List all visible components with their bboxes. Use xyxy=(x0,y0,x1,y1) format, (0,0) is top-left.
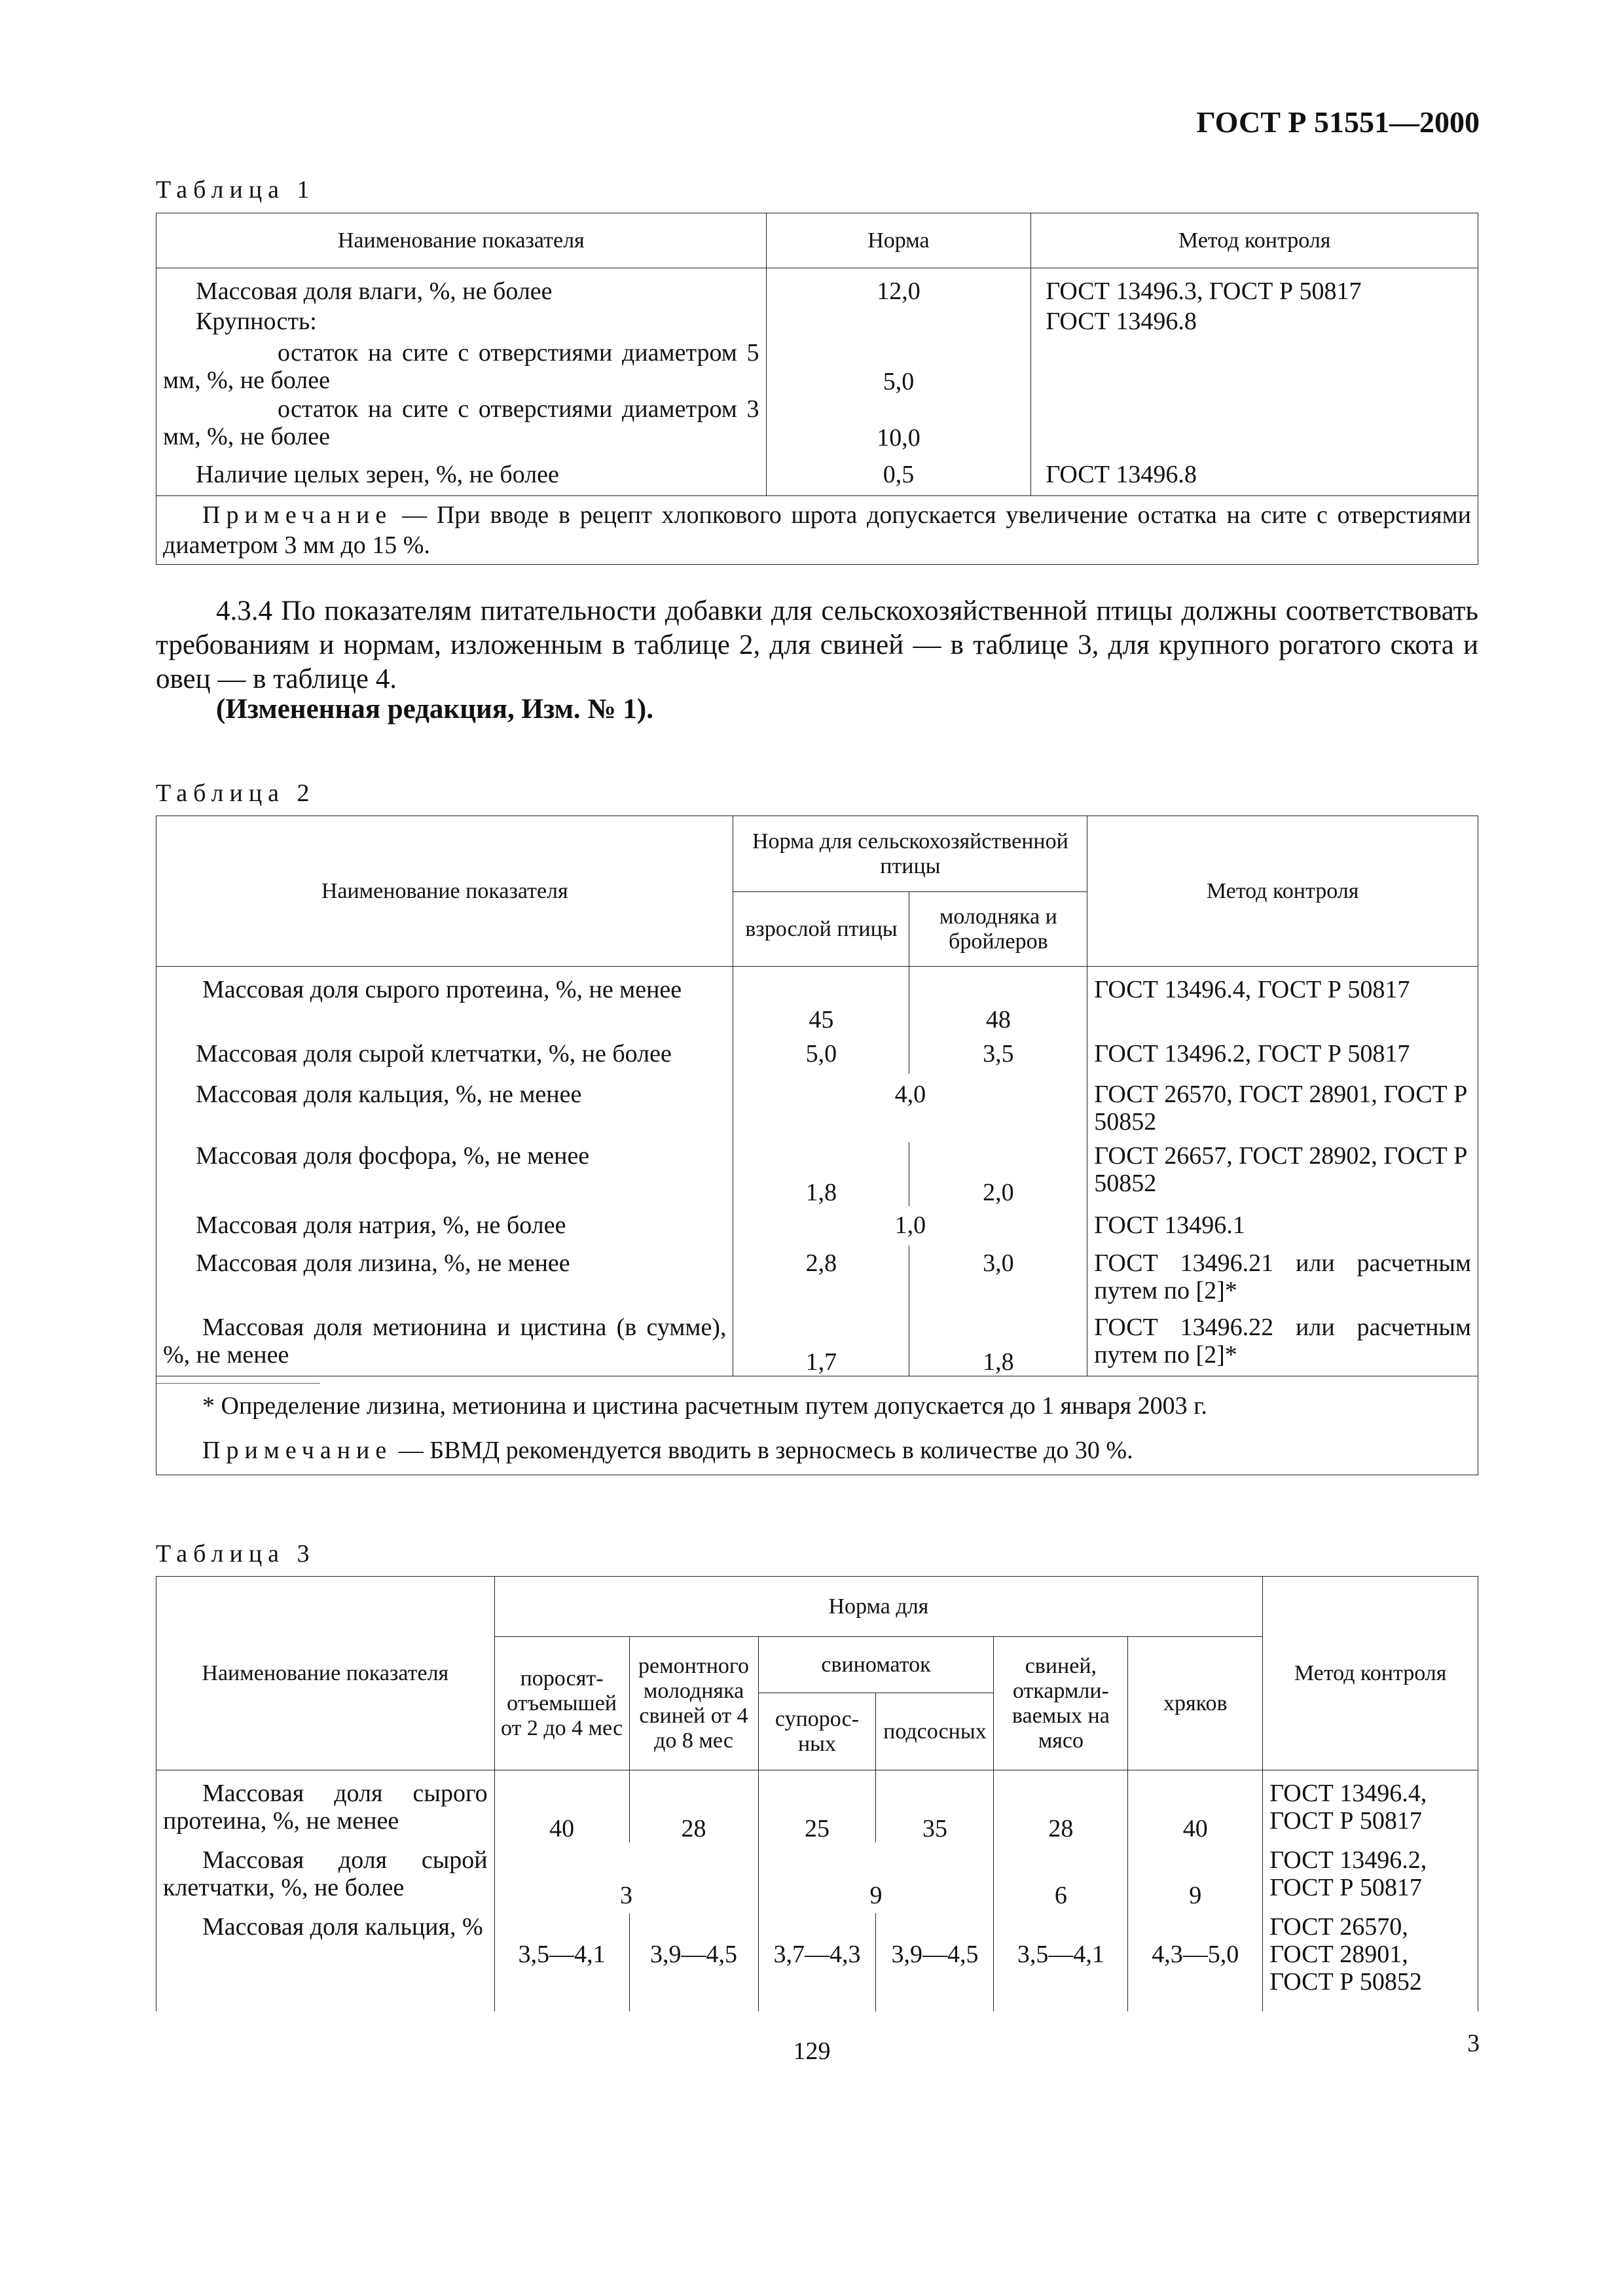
table2-header-norm: Норма для сельскохозяйственной птицы xyxy=(733,816,1087,892)
table3-header-lactating: подсосных xyxy=(876,1693,994,1770)
footnote-divider xyxy=(156,1383,320,1384)
row-value: 40 xyxy=(494,1770,629,1842)
row-value: 9 xyxy=(1128,1842,1263,1913)
row-name: Массовая доля лизина, %, не менее xyxy=(156,1246,733,1314)
row-name: Крупность: xyxy=(156,308,767,339)
row-value: 3,9—4,5 xyxy=(629,1913,758,2011)
row-method: ГОСТ 13496.4, ГОСТ Р 50817 xyxy=(1263,1770,1478,1842)
row-both: 1,0 xyxy=(733,1206,1087,1246)
table2-header-method: Метод контроля xyxy=(1087,816,1478,967)
table3-header-replacement: ремонтного молодняка свиней от 4 до 8 мес xyxy=(629,1637,758,1770)
table-row xyxy=(156,1074,1478,1142)
row-method: ГОСТ 13496.2, ГОСТ Р 50817 xyxy=(1087,1033,1478,1074)
row-method xyxy=(1031,395,1478,452)
row-name: Массовая доля кальция, % xyxy=(156,1913,495,2011)
row-adult: 2,8 xyxy=(733,1246,909,1314)
table3 xyxy=(156,1576,1478,2011)
table3-header-fattening: свиней, откармли-ваемых на мясо xyxy=(994,1637,1128,1770)
row-norm: 0,5 xyxy=(766,452,1031,496)
table-row xyxy=(156,268,1478,308)
table-row xyxy=(156,308,1478,339)
row-young: 3,5 xyxy=(909,1033,1087,1074)
table3-caption: Таблица 3 xyxy=(156,1540,316,1568)
table3-header-piglets: поросят-отъемышей от 2 до 4 мес xyxy=(494,1637,629,1770)
row-value: 3,7—4,3 xyxy=(758,1913,876,2011)
table-row xyxy=(156,395,1478,452)
row-name: Массовая доля фосфора, %, не менее xyxy=(156,1142,733,1206)
table1 xyxy=(156,213,1478,565)
row-method: ГОСТ 26570, ГОСТ 28901, ГОСТ Р 50852 xyxy=(1263,1913,1478,2011)
table2-caption: Таблица 2 xyxy=(156,780,316,807)
row-method: ГОСТ 13496.8 xyxy=(1031,308,1478,339)
row-adult: 5,0 xyxy=(733,1033,909,1074)
table-row xyxy=(156,1246,1478,1314)
table1-note xyxy=(156,496,1478,565)
row-norm xyxy=(766,308,1031,339)
row-value: 3,5—4,1 xyxy=(994,1913,1128,2011)
note-text: — БВМД рекомендуется вводить в зерносмесь в количестве до 30 %. xyxy=(392,1437,1133,1464)
row-method: ГОСТ 13496.8 xyxy=(1031,452,1478,496)
row-norm: 5,0 xyxy=(766,339,1031,395)
amendment-note: (Измененная редакция, Изм. № 1). xyxy=(216,694,653,725)
row-name: Массовая доля натрия, %, не более xyxy=(156,1206,733,1246)
table2-header-adult: взрослой птицы xyxy=(733,892,909,967)
note-label: Примечание xyxy=(202,501,393,529)
note-label: Примечание xyxy=(202,1437,393,1464)
note-text: — При вводе в рецепт хлопкового шрота допускается увеличение остатка на сите с отверстиями диаметром 3 мм до 15 %. xyxy=(163,501,1471,559)
row-method: ГОСТ 26657, ГОСТ 28902, ГОСТ Р 50852 xyxy=(1087,1142,1478,1206)
table-row xyxy=(156,452,1478,496)
row-value: 4,3—5,0 xyxy=(1128,1913,1263,2011)
row-method: ГОСТ 13496.4, ГОСТ Р 50817 xyxy=(1087,967,1478,1033)
row-value: 3,5—4,1 xyxy=(494,1913,629,2011)
row-method: ГОСТ 13496.3, ГОСТ Р 50817 xyxy=(1031,268,1478,308)
table-row xyxy=(156,1206,1478,1246)
table2-header-name: Наименование показателя xyxy=(156,816,733,967)
table-row xyxy=(156,1842,1478,1913)
row-value: 40 xyxy=(1128,1770,1263,1842)
row-name: Массовая доля сырой клетчатки, %, не более xyxy=(156,1033,733,1074)
row-value: 28 xyxy=(629,1770,758,1842)
table1-header-norm: Норма xyxy=(766,213,1031,268)
table1-header-row xyxy=(156,213,1478,268)
row-name: Массовая доля сырого протеина, %, не менее xyxy=(156,1770,495,1842)
table3-header-method: Метод контроля xyxy=(1263,1577,1478,1770)
row-name: Массовая доля кальция, %, не менее xyxy=(156,1074,733,1142)
row-method: ГОСТ 26570, ГОСТ 28901, ГОСТ Р 50852 xyxy=(1087,1074,1478,1142)
row-method: ГОСТ 13496.2, ГОСТ Р 50817 xyxy=(1263,1842,1478,1913)
row-name: Массовая доля метионина и цистина (в сумме), %, не менее xyxy=(156,1314,733,1376)
table2-note xyxy=(163,1435,1471,1465)
row-value: 9 xyxy=(758,1842,994,1913)
row-value: 25 xyxy=(758,1770,876,1842)
row-method: ГОСТ 13496.21 или расчетным путем по [2]* xyxy=(1087,1246,1478,1314)
row-young: 1,8 xyxy=(909,1314,1087,1376)
table-row xyxy=(156,339,1478,395)
page-number-center: 129 xyxy=(793,2037,831,2065)
row-adult: 45 xyxy=(733,967,909,1033)
row-name: остаток на сите с отверстиями диаметром 3 мм, %, не более xyxy=(156,395,767,452)
table2-notes xyxy=(156,1376,1478,1475)
table-row xyxy=(156,967,1478,1033)
table2-footnote: * Определение лизина, метионина и цистина расчетным путем допускается до 1 января 2003 г. xyxy=(202,1392,1207,1420)
row-name: Массовая доля сырого протеина, %, не менее xyxy=(156,967,733,1033)
standard-code: ГОСТ Р 51551—2000 xyxy=(1196,105,1480,139)
row-method: ГОСТ 13496.1 xyxy=(1087,1206,1478,1246)
row-norm: 12,0 xyxy=(766,268,1031,308)
row-name: Массовая доля сырой клетчатки, %, не более xyxy=(156,1842,495,1913)
row-adult: 1,7 xyxy=(733,1314,909,1376)
table3-header-boars: хряков xyxy=(1128,1637,1263,1770)
row-name: остаток на сите с отверстиями диаметром 5 мм, %, не более xyxy=(156,339,767,395)
row-value: 28 xyxy=(994,1770,1128,1842)
row-value: 6 xyxy=(994,1842,1128,1913)
row-method xyxy=(1031,339,1478,395)
table-row xyxy=(156,1913,1478,2011)
page-number-right: 3 xyxy=(1467,2030,1480,2057)
table-row xyxy=(156,1033,1478,1074)
paragraph-4-3-4: 4.3.4 По показателям питательности добавки для сельскохозяйственной птицы должны соответствовать требованиям и нормам, изложенным в таблице 2, для свиней — в таблице 3, для крупного рогатого скота и овец — в таблице 4. xyxy=(156,596,1478,694)
table3-header-sows: свиноматок xyxy=(758,1637,994,1693)
table1-header-name: Наименование показателя xyxy=(156,213,767,268)
row-name: Наличие целых зерен, %, не более xyxy=(156,452,767,496)
row-norm: 10,0 xyxy=(766,395,1031,452)
table3-header-pregnant: супорос-ных xyxy=(758,1693,876,1770)
table-row xyxy=(156,1770,1478,1842)
row-young: 2,0 xyxy=(909,1142,1087,1206)
table1-header-method: Метод контроля xyxy=(1031,213,1478,268)
row-method: ГОСТ 13496.22 или расчетным путем по [2]* xyxy=(1087,1314,1478,1376)
row-young: 48 xyxy=(909,967,1087,1033)
row-name: Массовая доля влаги, %, не более xyxy=(156,268,767,308)
row-value: 3,9—4,5 xyxy=(876,1913,994,2011)
table2-header-young: молодняка и бройлеров xyxy=(909,892,1087,967)
row-young: 3,0 xyxy=(909,1246,1087,1314)
table1-caption: Таблица 1 xyxy=(156,176,316,204)
row-adult: 1,8 xyxy=(733,1142,909,1206)
table2 xyxy=(156,816,1478,1475)
table3-header-name: Наименование показателя xyxy=(156,1577,495,1770)
row-value: 3 xyxy=(494,1842,758,1913)
table-row xyxy=(156,1142,1478,1206)
table-row xyxy=(156,1314,1478,1376)
row-both: 4,0 xyxy=(733,1074,1087,1142)
row-value: 35 xyxy=(876,1770,994,1842)
table3-header-norm: Норма для xyxy=(494,1577,1263,1637)
